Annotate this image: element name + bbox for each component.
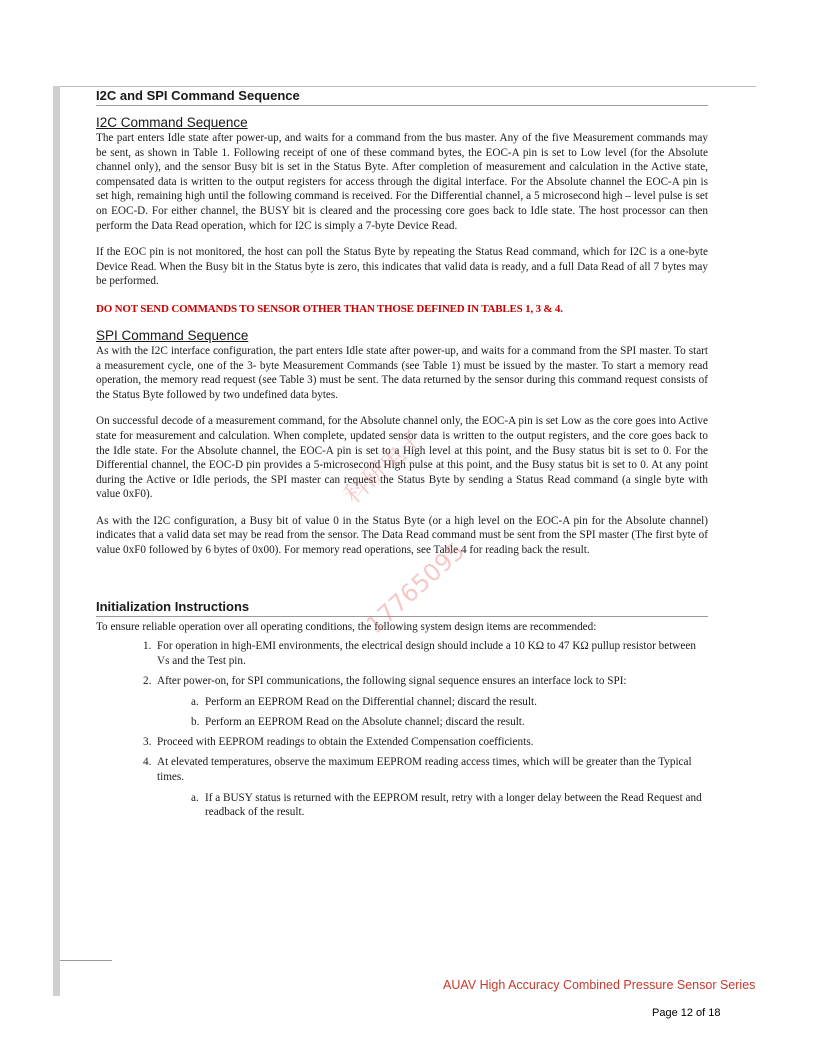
- init-list: [143, 639, 708, 819]
- left-margin-bar: [53, 86, 60, 996]
- footer-title: AUAV High Accuracy Combined Pressure Sensor Series: [443, 978, 756, 992]
- list-item: 1. For operation in high-EMI environments, the electrical design should include a 10 KΩ to 47 KΩ pullup resistor between Vs and the Test pin.: [143, 640, 696, 667]
- spi-subheading: SPI Command Sequence: [96, 327, 249, 343]
- i2c-paragraph-2: If the EOC pin is not monitored, the host can poll the Status Byte by repeating the Status Read command, which for I2C is a one-byte Device Read. When the Busy bit in the Status byte is zero, this indicates that valid data is ready, and a full Data Read of all 7 bytes may be performed.: [96, 246, 708, 288]
- sub-list-item: a. Perform an EEPROM Read on the Differential channel; discard the result.: [191, 695, 537, 708]
- sub-list: [191, 791, 708, 820]
- section-title-i2c-spi: I2C and SPI Command Sequence: [96, 88, 708, 106]
- spi-paragraph-1: As with the I2C interface configuration, the part enters Idle state after power-up, and waits for a command from the SPI master. To start a measurement cycle, one of the 3- byte Measurement Commands (see Table 1) must be issued by the master. To start a memory read operation, the memory read request (see Table 3) must be sent. The data returned by the sensor during this command request consists of the Status Byte followed by two undefined data bytes.: [96, 344, 708, 401]
- sub-list: [191, 695, 708, 730]
- watermark-text-1: 科研电子: [338, 424, 429, 510]
- list-item: 4. At elevated temperatures, observe the maximum EEPROM reading access times, which will be greater than the Typical times. a. If a BUSY status is returned with the EEPROM result, retry with a longer delay between the Read Request and readback of the result.: [143, 755, 708, 819]
- init-intro: To ensure reliable operation over all operating conditions, the following system design items are recommended:: [96, 620, 597, 633]
- sub-list-item: b. Perform an EEPROM Read on the Absolute channel; discard the result.: [191, 716, 525, 729]
- section-title-initialization: Initialization Instructions: [96, 599, 708, 617]
- sub-list-item: a. If a BUSY status is returned with the EEPROM result, retry with a longer delay between the Read Request and readback of the result.: [191, 791, 702, 819]
- top-rule: [60, 86, 756, 87]
- warning-notice: DO NOT SEND COMMANDS TO SENSOR OTHER THAN THOSE DEFINED IN TABLES 1, 3 & 4.: [96, 302, 563, 315]
- spi-paragraph-3: As with the I2C configuration, a Busy bit of value 0 in the Status Byte (or a high level on the EOC-A pin for the Absolute channel) indicates that a valid data set may be read from the sensor. The Data Read command must be sent from the SPI master (The first byte of value 0xF0 followed by 6 bytes of 0x00). For memory read operations, see Table 4 for reading back the result.: [96, 514, 708, 557]
- watermark-text-2: 17765095: [360, 536, 471, 640]
- i2c-paragraph-1: The part enters Idle state after power-up, and waits for a command from the bus master. Any of the five Measurement commands may be sent, as shown in Table 1. Following receipt of one of these command bytes, the EOC-A pin is set to Low level (for the Absolute channel only), and the sensor Busy bit is set in the Status Byte. After completion of measurement and calculation in the Active state, compensated data is written to the output registers for access through the digital interface. For the Absolute channel the EOC-A pin is set high, remaining high until the following command is received. For the Differential channel, a 5 microsecond high – level pulse is set on EOC-D. For either channel, the BUSY bit is cleared and the processing core goes back to Idle state. The host processor can then perform the Data Read operation, which for I2C is simply a 7-byte Device Read.: [96, 132, 708, 232]
- page-content: [96, 88, 708, 820]
- page-number: Page 12 of 18: [652, 1007, 721, 1019]
- list-item: 3. Proceed with EEPROM readings to obtain the Extended Compensation coefficients.: [143, 736, 534, 749]
- i2c-subheading: I2C Command Sequence: [96, 115, 248, 130]
- footer-rule: [60, 960, 112, 961]
- spi-paragraph-2: On successful decode of a measurement command, for the Absolute channel only, the EOC-A pin is set Low as the core goes into Active state for measurement and calculation. When complete, updated sensor data is written to the output registers, and the core goes back to the Idle state. For the Absolute channel, the EOC-A pin is set to a High level at this point, and the Busy status bit is set to 0. For the Differential channel, the EOC-D pin provides a 5-microsecond High pulse at this point, and the Busy status bit is set to 0. At any point during the Active or Idle periods, the SPI master can request the Status Byte by sending a Status Read command (a single byte with value 0xF0).: [96, 415, 708, 501]
- list-item: 2. After power-on, for SPI communications, the following signal sequence ensures an interface lock to SPI: a. Perform an EEPROM Read on the Differential channel; discard the result. b. Perform an EEPROM Read on the Absolute channel; discard the result.: [143, 674, 708, 730]
